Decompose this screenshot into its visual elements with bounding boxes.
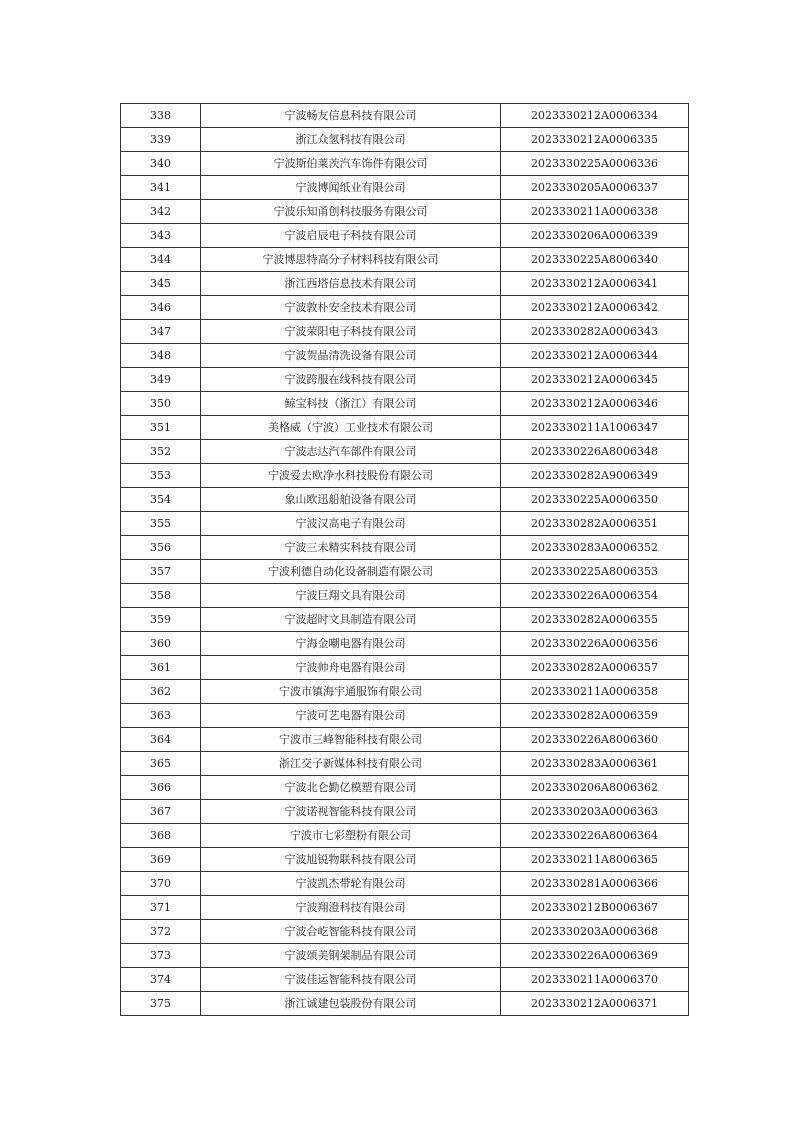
company-name: 象山欧迅船舶设备有限公司 <box>201 488 501 512</box>
row-number: 375 <box>121 992 201 1016</box>
table-row <box>121 968 689 992</box>
row-number: 341 <box>121 176 201 200</box>
row-number: 356 <box>121 536 201 560</box>
table-row <box>121 584 689 608</box>
registration-code: 2023330205A0006337 <box>501 176 689 200</box>
company-name: 宁波巨翔文具有限公司 <box>201 584 501 608</box>
company-name: 宁波市七彩塑粉有限公司 <box>201 824 501 848</box>
company-name: 宁波荣阳电子科技有限公司 <box>201 320 501 344</box>
registration-code: 2023330206A0006339 <box>501 224 689 248</box>
table-row <box>121 896 689 920</box>
company-name: 宁海金嘲电器有限公司 <box>201 632 501 656</box>
registration-code: 2023330212A0006371 <box>501 992 689 1016</box>
table-row <box>121 536 689 560</box>
row-number: 346 <box>121 296 201 320</box>
row-number: 360 <box>121 632 201 656</box>
company-name: 宁波佳运智能科技有限公司 <box>201 968 501 992</box>
company-name: 宁波博思特高分子材料科技有限公司 <box>201 248 501 272</box>
company-name: 宁波市三峰智能科技有限公司 <box>201 728 501 752</box>
company-name: 宁波超时文具制造有限公司 <box>201 608 501 632</box>
table-row <box>121 248 689 272</box>
table-row <box>121 320 689 344</box>
row-number: 353 <box>121 464 201 488</box>
company-name: 宁波启辰电子科技有限公司 <box>201 224 501 248</box>
registration-code: 2023330203A0006363 <box>501 800 689 824</box>
table-row <box>121 224 689 248</box>
company-name: 鲸宝科技（浙江）有限公司 <box>201 392 501 416</box>
registration-code: 2023330212A0006345 <box>501 368 689 392</box>
row-number: 347 <box>121 320 201 344</box>
company-name: 宁波合屹智能科技有限公司 <box>201 920 501 944</box>
row-number: 364 <box>121 728 201 752</box>
company-name: 宁波翔澄科技有限公司 <box>201 896 501 920</box>
company-name: 宁波可艺电器有限公司 <box>201 704 501 728</box>
registration-code: 2023330281A0006366 <box>501 872 689 896</box>
row-number: 344 <box>121 248 201 272</box>
registration-code: 2023330211A0006338 <box>501 200 689 224</box>
company-name: 宁波利德自动化设备制造有限公司 <box>201 560 501 584</box>
row-number: 345 <box>121 272 201 296</box>
row-number: 343 <box>121 224 201 248</box>
table-row <box>121 824 689 848</box>
registration-code: 2023330226A8006364 <box>501 824 689 848</box>
registration-code: 2023330282A0006343 <box>501 320 689 344</box>
row-number: 338 <box>121 104 201 128</box>
registration-code: 2023330226A0006356 <box>501 632 689 656</box>
table-row <box>121 392 689 416</box>
registration-code: 2023330226A0006354 <box>501 584 689 608</box>
registration-code: 2023330211A0006358 <box>501 680 689 704</box>
row-number: 373 <box>121 944 201 968</box>
registration-code: 2023330203A0006368 <box>501 920 689 944</box>
row-number: 339 <box>121 128 201 152</box>
table-row <box>121 344 689 368</box>
table-row <box>121 944 689 968</box>
registration-code: 2023330282A0006351 <box>501 512 689 536</box>
company-name: 浙江众氢科技有限公司 <box>201 128 501 152</box>
company-name: 宁波爱去欧净水科技股份有限公司 <box>201 464 501 488</box>
row-number: 361 <box>121 656 201 680</box>
registration-code: 2023330225A8006340 <box>501 248 689 272</box>
registration-code: 2023330211A1006347 <box>501 416 689 440</box>
registration-code: 2023330283A0006352 <box>501 536 689 560</box>
company-list-table <box>120 103 689 1016</box>
table-row <box>121 632 689 656</box>
table-body <box>121 104 689 1016</box>
row-number: 354 <box>121 488 201 512</box>
table-row <box>121 848 689 872</box>
company-name: 宁波北仑勤亿模塑有限公司 <box>201 776 501 800</box>
table-row <box>121 440 689 464</box>
registration-code: 2023330283A0006361 <box>501 752 689 776</box>
table-row <box>121 272 689 296</box>
company-name: 宁波颂美钢架制品有限公司 <box>201 944 501 968</box>
table-row <box>121 704 689 728</box>
row-number: 374 <box>121 968 201 992</box>
company-name: 宁波贺晶清洗设备有限公司 <box>201 344 501 368</box>
row-number: 350 <box>121 392 201 416</box>
registration-code: 2023330225A0006350 <box>501 488 689 512</box>
row-number: 358 <box>121 584 201 608</box>
registration-code: 2023330226A0006369 <box>501 944 689 968</box>
company-name: 浙江西塔信息技术有限公司 <box>201 272 501 296</box>
registration-code: 2023330211A8006365 <box>501 848 689 872</box>
company-name: 宁波汉高电子有限公司 <box>201 512 501 536</box>
row-number: 371 <box>121 896 201 920</box>
table-row <box>121 752 689 776</box>
row-number: 351 <box>121 416 201 440</box>
registration-code: 2023330211A0006370 <box>501 968 689 992</box>
registration-code: 2023330212A0006335 <box>501 128 689 152</box>
row-number: 352 <box>121 440 201 464</box>
row-number: 367 <box>121 800 201 824</box>
registration-code: 2023330282A9006349 <box>501 464 689 488</box>
company-name: 浙江诚建包装股份有限公司 <box>201 992 501 1016</box>
company-name: 宁波斯伯莱茨汽车饰件有限公司 <box>201 152 501 176</box>
registration-code: 2023330282A0006355 <box>501 608 689 632</box>
table-row <box>121 560 689 584</box>
registration-code: 2023330282A0006359 <box>501 704 689 728</box>
registration-code: 2023330212A0006341 <box>501 272 689 296</box>
company-name: 宁波市镇海宇通服饰有限公司 <box>201 680 501 704</box>
table-row <box>121 512 689 536</box>
row-number: 363 <box>121 704 201 728</box>
table-row <box>121 872 689 896</box>
company-name: 宁波志达汽车部件有限公司 <box>201 440 501 464</box>
registration-code: 2023330212A0006346 <box>501 392 689 416</box>
row-number: 357 <box>121 560 201 584</box>
company-name: 宁波旭锐物联科技有限公司 <box>201 848 501 872</box>
row-number: 365 <box>121 752 201 776</box>
table-row <box>121 464 689 488</box>
row-number: 348 <box>121 344 201 368</box>
table-row <box>121 656 689 680</box>
table-row <box>121 680 689 704</box>
registration-code: 2023330225A8006353 <box>501 560 689 584</box>
registration-code: 2023330212A0006342 <box>501 296 689 320</box>
row-number: 368 <box>121 824 201 848</box>
company-name: 宁波跨服在线科技有限公司 <box>201 368 501 392</box>
company-name: 宁波敦朴安全技术有限公司 <box>201 296 501 320</box>
registration-code: 2023330282A0006357 <box>501 656 689 680</box>
registration-code: 2023330212A0006344 <box>501 344 689 368</box>
company-name: 宁波乐知甬创科技服务有限公司 <box>201 200 501 224</box>
table-row <box>121 488 689 512</box>
table-row <box>121 728 689 752</box>
table-row <box>121 104 689 128</box>
table-row <box>121 296 689 320</box>
row-number: 369 <box>121 848 201 872</box>
row-number: 370 <box>121 872 201 896</box>
table-row <box>121 416 689 440</box>
company-name: 宁波帅舟电器有限公司 <box>201 656 501 680</box>
registration-code: 2023330212A0006334 <box>501 104 689 128</box>
table-row <box>121 776 689 800</box>
table-row <box>121 800 689 824</box>
table-row <box>121 152 689 176</box>
company-name: 浙江交子新媒体科技有限公司 <box>201 752 501 776</box>
row-number: 362 <box>121 680 201 704</box>
registration-code: 2023330226A8006348 <box>501 440 689 464</box>
table-row <box>121 992 689 1016</box>
registration-code: 2023330225A0006336 <box>501 152 689 176</box>
table-row <box>121 608 689 632</box>
table-row <box>121 920 689 944</box>
company-name: 宁波凯杰带轮有限公司 <box>201 872 501 896</box>
row-number: 349 <box>121 368 201 392</box>
registration-code: 2023330212B0006367 <box>501 896 689 920</box>
row-number: 366 <box>121 776 201 800</box>
company-name: 宁波三未精实科技有限公司 <box>201 536 501 560</box>
table-row <box>121 128 689 152</box>
table-row <box>121 368 689 392</box>
table-row <box>121 176 689 200</box>
row-number: 355 <box>121 512 201 536</box>
registration-code: 2023330206A8006362 <box>501 776 689 800</box>
company-name: 美格威（宁波）工业技术有限公司 <box>201 416 501 440</box>
registration-code: 2023330226A8006360 <box>501 728 689 752</box>
company-name: 宁波诺视智能科技有限公司 <box>201 800 501 824</box>
company-name: 宁波博闻纸业有限公司 <box>201 176 501 200</box>
row-number: 342 <box>121 200 201 224</box>
company-name: 宁波畅友信息科技有限公司 <box>201 104 501 128</box>
row-number: 340 <box>121 152 201 176</box>
table-row <box>121 200 689 224</box>
row-number: 372 <box>121 920 201 944</box>
row-number: 359 <box>121 608 201 632</box>
